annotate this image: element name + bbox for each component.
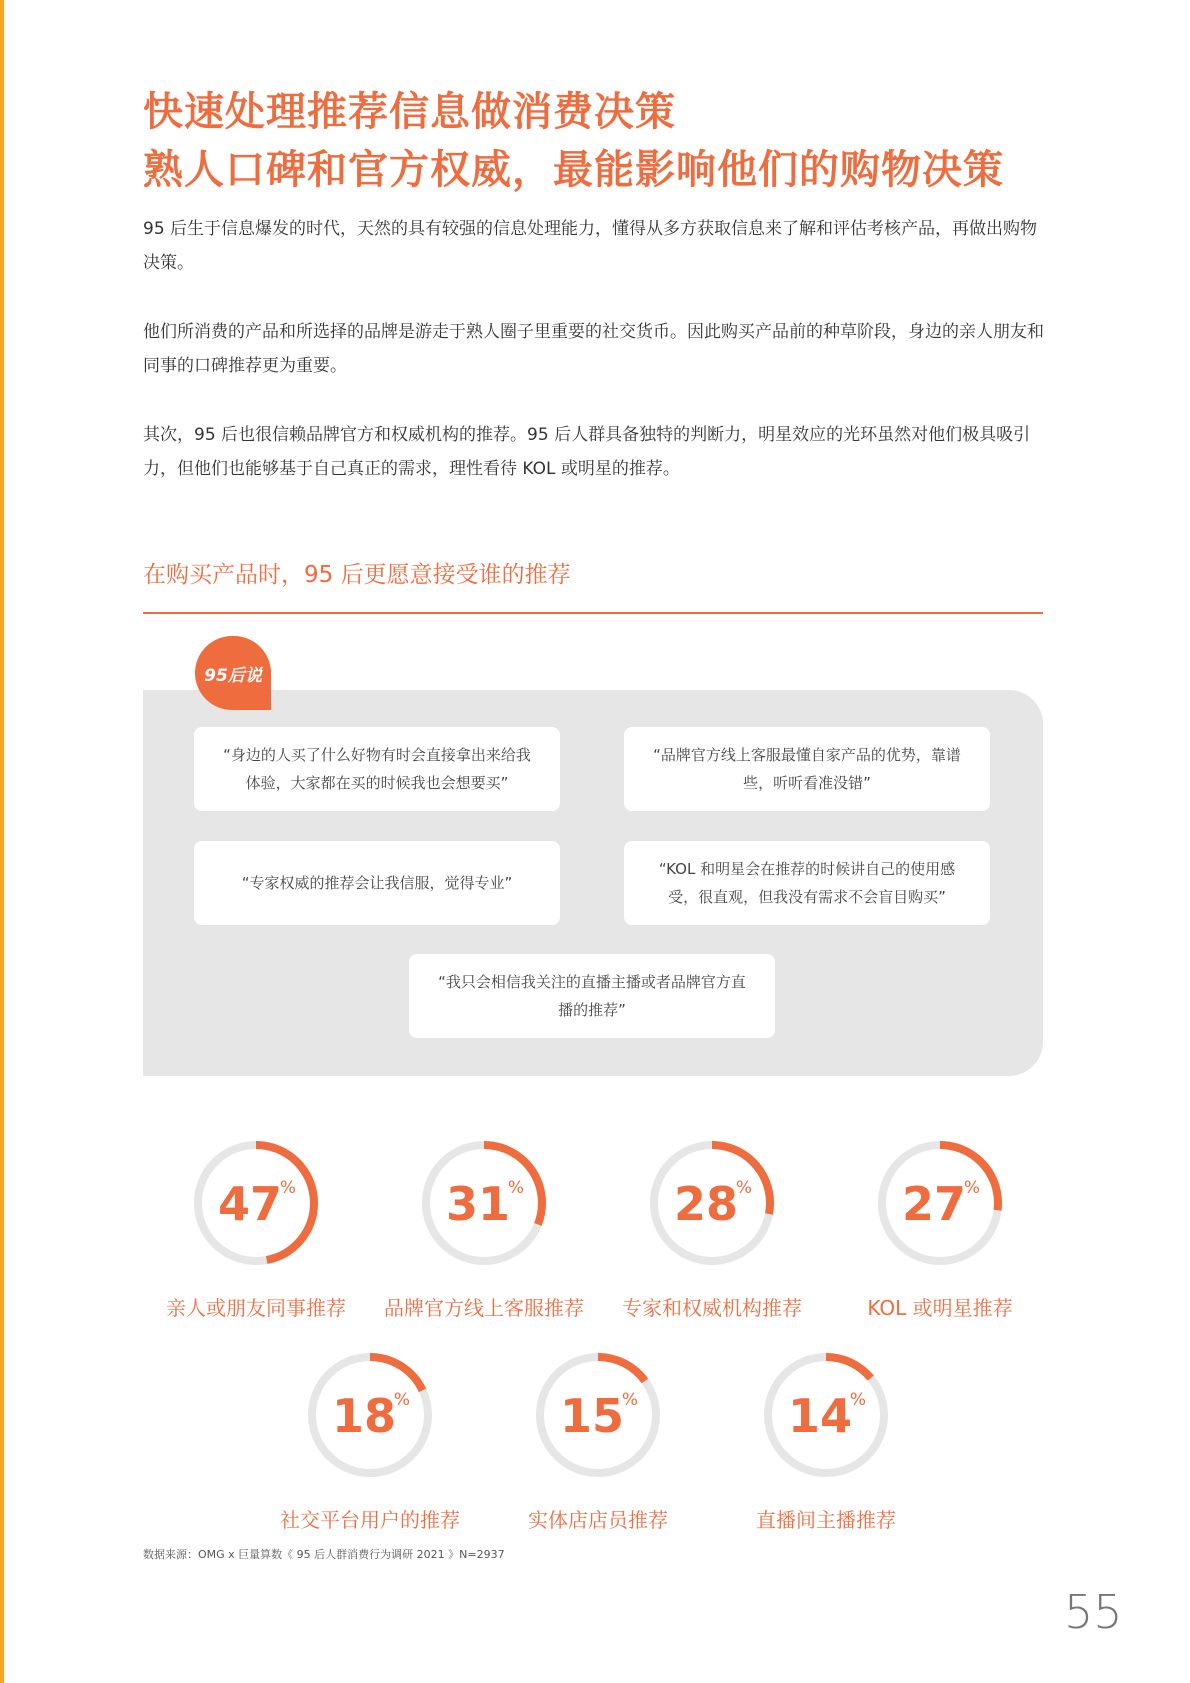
donut-chart bbox=[761, 1350, 891, 1480]
stat-item bbox=[592, 1138, 832, 1321]
data-source-note: 数据来源：OMG x 巨量算数《 95 后人群消费行为调研 2021 》N=2937 bbox=[143, 1548, 505, 1561]
quote-card-3: “专家权威的推荐会让我信服，觉得专业” bbox=[194, 841, 560, 925]
donut-percent-sign: % bbox=[621, 1390, 639, 1410]
intro-paragraph-2: 他们所消费的产品和所选择的品牌是游走于熟人圈子里重要的社交货币。因此购买产品前的种草阶段，身边的亲人朋友和同事的口碑推荐更为重要。 bbox=[143, 322, 1044, 376]
speech-badge: 95后说 bbox=[195, 636, 271, 710]
donut-value-label: 27 bbox=[901, 1177, 967, 1231]
donut-chart bbox=[875, 1138, 1005, 1268]
donut-category-label: 亲人或朋友同事推荐 bbox=[166, 1296, 346, 1320]
page-title-line-1: 快速处理推荐信息做消费决策 bbox=[143, 89, 676, 135]
donut-value-label: 28 bbox=[673, 1177, 739, 1231]
donut-category-label: 实体店店员推荐 bbox=[528, 1508, 668, 1532]
donut-category-label: 直播间主播推荐 bbox=[756, 1508, 896, 1532]
donut-chart bbox=[533, 1350, 663, 1480]
donut-value-label: 31 bbox=[445, 1177, 511, 1231]
donut-category-label: 专家和权威机构推荐 bbox=[622, 1296, 802, 1320]
quote-card-1: “身边的人买了什么好物有时会直接拿出来给我体验，大家都在买的时候我也会想要买” bbox=[194, 727, 560, 811]
donut-value-label: 47 bbox=[217, 1177, 283, 1231]
donut-value-label: 18 bbox=[331, 1389, 397, 1443]
quote-card-2: “品牌官方线上客服最懂自家产品的优势，靠谱些，听听看准没错” bbox=[624, 727, 990, 811]
intro-paragraph-3: 其次，95 后也很信赖品牌官方和权威机构的推荐。95 后人群具备独特的判断力，明星效应的光环虽然对他们极具吸引力，但他们也能够基于自己真正的需求，理性看待 KOL 或明星的推荐。 bbox=[143, 425, 1031, 479]
donut-percent-sign: % bbox=[507, 1178, 525, 1198]
donut-percent-sign: % bbox=[849, 1390, 867, 1410]
intro-paragraph-1: 95 后生于信息爆发的时代，天然的具有较强的信息处理能力，懂得从多方获取信息来了解和评估考核产品，再做出购物决策。 bbox=[143, 219, 1038, 273]
donut-chart bbox=[191, 1138, 321, 1268]
donut-chart bbox=[419, 1138, 549, 1268]
donut-category-label: 品牌官方线上客服推荐 bbox=[384, 1296, 584, 1320]
stat-item bbox=[820, 1138, 1060, 1321]
donut-category-label: KOL 或明星推荐 bbox=[867, 1296, 1013, 1320]
donut-value-label: 14 bbox=[787, 1389, 853, 1443]
donut-value-label: 15 bbox=[559, 1389, 625, 1443]
left-accent-bar bbox=[0, 0, 4, 1683]
donut-percent-sign: % bbox=[393, 1390, 411, 1410]
page-title-line-2: 熟人口碑和官方权威，最能影响他们的购物决策 bbox=[143, 147, 1004, 193]
donut-chart bbox=[305, 1350, 435, 1480]
donut-percent-sign: % bbox=[735, 1178, 753, 1198]
page-number: 55 bbox=[1064, 1585, 1123, 1639]
stat-item bbox=[364, 1138, 604, 1321]
stat-item bbox=[136, 1138, 376, 1321]
section-title: 在购买产品时，95 后更愿意接受谁的推荐 bbox=[143, 562, 571, 588]
donut-chart bbox=[647, 1138, 777, 1268]
quote-card-4: “KOL 和明星会在推荐的时候讲自己的使用感受，很直观，但我没有需求不会盲目购买” bbox=[624, 841, 990, 925]
stat-item bbox=[478, 1350, 718, 1533]
donut-category-label: 社交平台用户的推荐 bbox=[280, 1508, 460, 1532]
stat-item bbox=[250, 1350, 490, 1533]
section-divider bbox=[143, 612, 1043, 614]
donut-percent-sign: % bbox=[279, 1178, 297, 1198]
quote-card-5: “我只会相信我关注的直播主播或者品牌官方直播的推荐” bbox=[409, 954, 775, 1038]
donut-percent-sign: % bbox=[963, 1178, 981, 1198]
stat-item bbox=[706, 1350, 946, 1533]
